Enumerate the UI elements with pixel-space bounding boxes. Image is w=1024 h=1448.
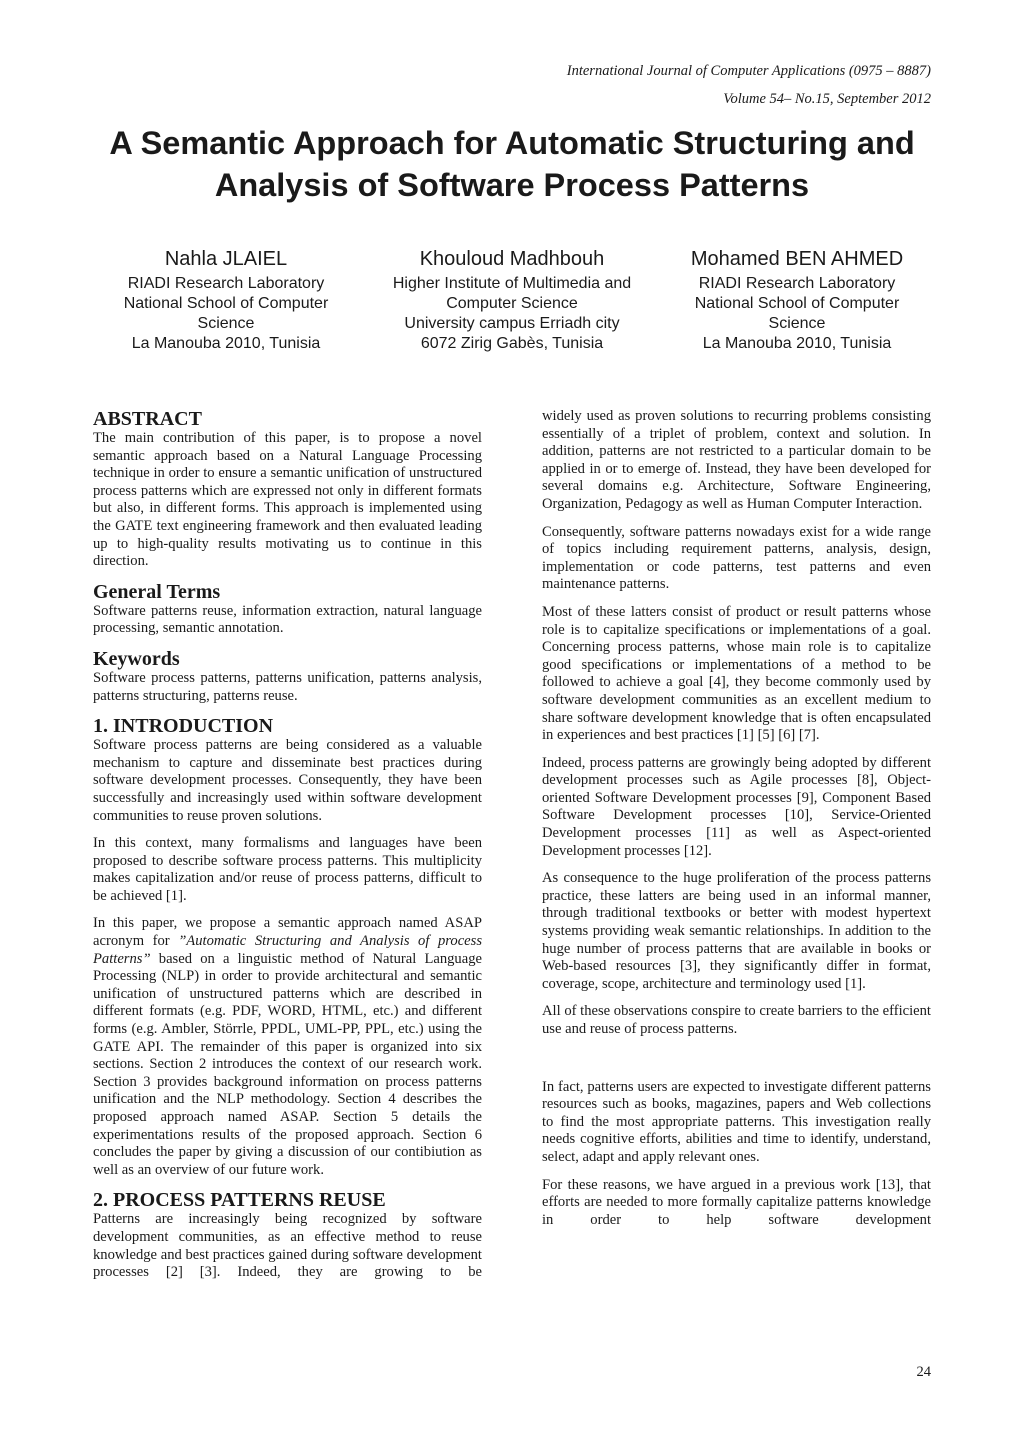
author-affiliation-line: Computer Science [446,295,578,312]
author-affiliation-line: National School of Computer [694,295,900,312]
author-block-2 [382,247,642,354]
body-paragraph: Consequently, software patterns nowadays exist for a wide range of topics including requirement patterns, analysis, design, implementation or code patterns, test patterns and even maintenance patterns. [542,523,931,593]
title-line-2: Analysis of Software Process Patterns [214,167,810,203]
author-name: Khouloud Madhbouh [419,248,605,270]
body-paragraph: In fact, patterns users are expected to investigate different patterns resources such as books, magazines, papers and Web collections to find the most appropriate patterns. This investigation really needs cognitive efforts, abilities and time to identify, understand, select, adapt and apply relevant ones. [542,1078,931,1165]
title-line-1: A Semantic Approach for Automatic Structuring and [109,125,915,161]
body-paragraph: Indeed, process patterns are growingly being adopted by different development processes such as Agile processes [8], Object-oriented Software Development processes [9], Component Based Software Development processes [10], Service-Oriented Development processes [11] as well as Aspect-oriented Development processes [12]. [542,754,931,859]
body-paragraph: For these reasons, we have argued in a previous work [13], that efforts are needed to more formally capitalize patterns knowledge in order to help software development [542,1176,931,1228]
journal-name: International Journal of Computer Applications (0975 – 8887) [566,63,931,79]
introduction-paragraph: Software process patterns are being considered as a valuable mechanism to capture and disseminate best practices during software development processes. Consequently, they have been successfully and increasingly used within software development communities to reuse proven solutions. [93,737,482,824]
keywords-text: Software process patterns, patterns unification, patterns analysis, patterns structuring, patterns reuse. [93,669,482,704]
paragraph-text: In this paper, we propose a semantic approach named ASAP acronym for [93,915,482,950]
paper-title [60,122,964,206]
author-affiliation-line: University campus Erriadh city [404,315,620,332]
body-paragraph: widely used as proven solutions to recurring problems consisting essentially of a triplet of problem, context and solution. In addition, patterns are not restricted to a particular domain to be applied in or to emerge of. Instead, they have been developed for several domains e.g. Architecture, Software Engineering, Organization, Pedagogy as well as Human Computer Interaction. [542,408,931,512]
abstract-text: The main contribution of this paper, is to propose a novel semantic approach based on a Natural Language Processing technique in order to ensure a semantic unification of unstructured process patterns which are expressed not only in different formats but also, in different forms. This approach is implemented using the GATE text engineering framework and then evaluated leading up to high-quality results motivating us to continue in this direction. [93,430,482,570]
author-block-3 [672,247,922,354]
abstract-heading: ABSTRACT [93,408,202,430]
right-column [542,408,931,1239]
section-2-heading: 2. PROCESS PATTERNS REUSE [93,1189,386,1212]
section-2-paragraph: Patterns are increasingly being recognized by software development communities, as an effective method to reuse knowledge and best practices gained during software development processes [2] [3]. Indeed, they are growing to be [93,1211,482,1281]
introduction-paragraph: In this context, many formalisms and languages have been proposed to describe software process patterns. This multiplicity makes capitalization and/or reuse of process patterns, difficult to be achieved [1]. [93,835,482,904]
author-affiliation-line: 6072 Zirig Gabès, Tunisia [420,335,604,352]
left-column [93,408,482,1292]
author-affiliation-line: RIADI Research Laboratory [127,275,325,292]
introduction-paragraph [93,915,482,1179]
acronym-expansion: ”Automatic Structuring and Analysis of process Patterns” [93,933,483,967]
author-affiliation-line: Science [768,315,826,332]
author-affiliation-line: La Manouba 2010, Tunisia [131,335,321,352]
author-affiliation-line: Science [197,315,255,332]
body-paragraph: All of these observations conspire to create barriers to the efficient use and reuse of process patterns. [542,1003,931,1037]
paragraph-text: based on a linguistic method of Natural Language Processing (NLP) in order to provide architectural and semantic unification of unstructured patterns which are described in different formats (e.g. PDF, WORD, HTML, etc.) and different forms (e.g. Ambler, Störrle, PPDL, UML-PP, PPL, etc.) using the GATE API. The remainder of this paper is organized into six sections. Section 2 introduces the context of our research work. Section 3 provides background information on process patterns unification and the NLP methodology. Section 4 describes the proposed approach named ASAP. Section 5 details the experimentations results of the proposed approach. Section 6 concludes the paper by giving a discussion of our contibiution as well as an overview of our future work. [93,950,482,1178]
introduction-heading: 1. INTRODUCTION [93,715,274,738]
author-block-1 [100,247,352,354]
author-affiliation-line: La Manouba 2010, Tunisia [702,335,892,352]
author-affiliation-line: National School of Computer [123,295,329,312]
general-terms-heading: General Terms [93,580,221,603]
page-number: 24 [916,1364,931,1380]
body-paragraph: As consequence to the huge proliferation of the process patterns practice, these latters are being used in an informal manner, through traditional textbooks or better with modest hypertext systems providing weak semantic relationships. In addition to the huge number of process patterns that are available in books or Web-based resources [3], they significantly differ in format, coverage, scope, architecture and terminology used [1]. [542,870,931,992]
author-name: Mohamed BEN AHMED [690,248,904,270]
volume-info: Volume 54– No.15, September 2012 [723,91,931,107]
body-paragraph: Most of these latters consist of product or result patterns whose role is to capitalize specifications or implementations of a goal. Concerning process patterns, whose main role is to capitalize good specifications or implementations of a method to be followed to achieve a goal [4], they become commonly used by software development communities as an excellent medium to share software development knowledge that is often encapsulated in experiences and best practices [1] [5] [6] [7]. [542,603,931,744]
author-affiliation-line: RIADI Research Laboratory [698,275,896,292]
author-affiliation-line: Higher Institute of Multimedia and [392,275,632,292]
keywords-heading: Keywords [93,647,180,670]
general-terms-text: Software patterns reuse, information extraction, natural language processing, semantic annotation. [93,602,482,637]
author-name: Nahla JLAIEL [164,248,288,270]
